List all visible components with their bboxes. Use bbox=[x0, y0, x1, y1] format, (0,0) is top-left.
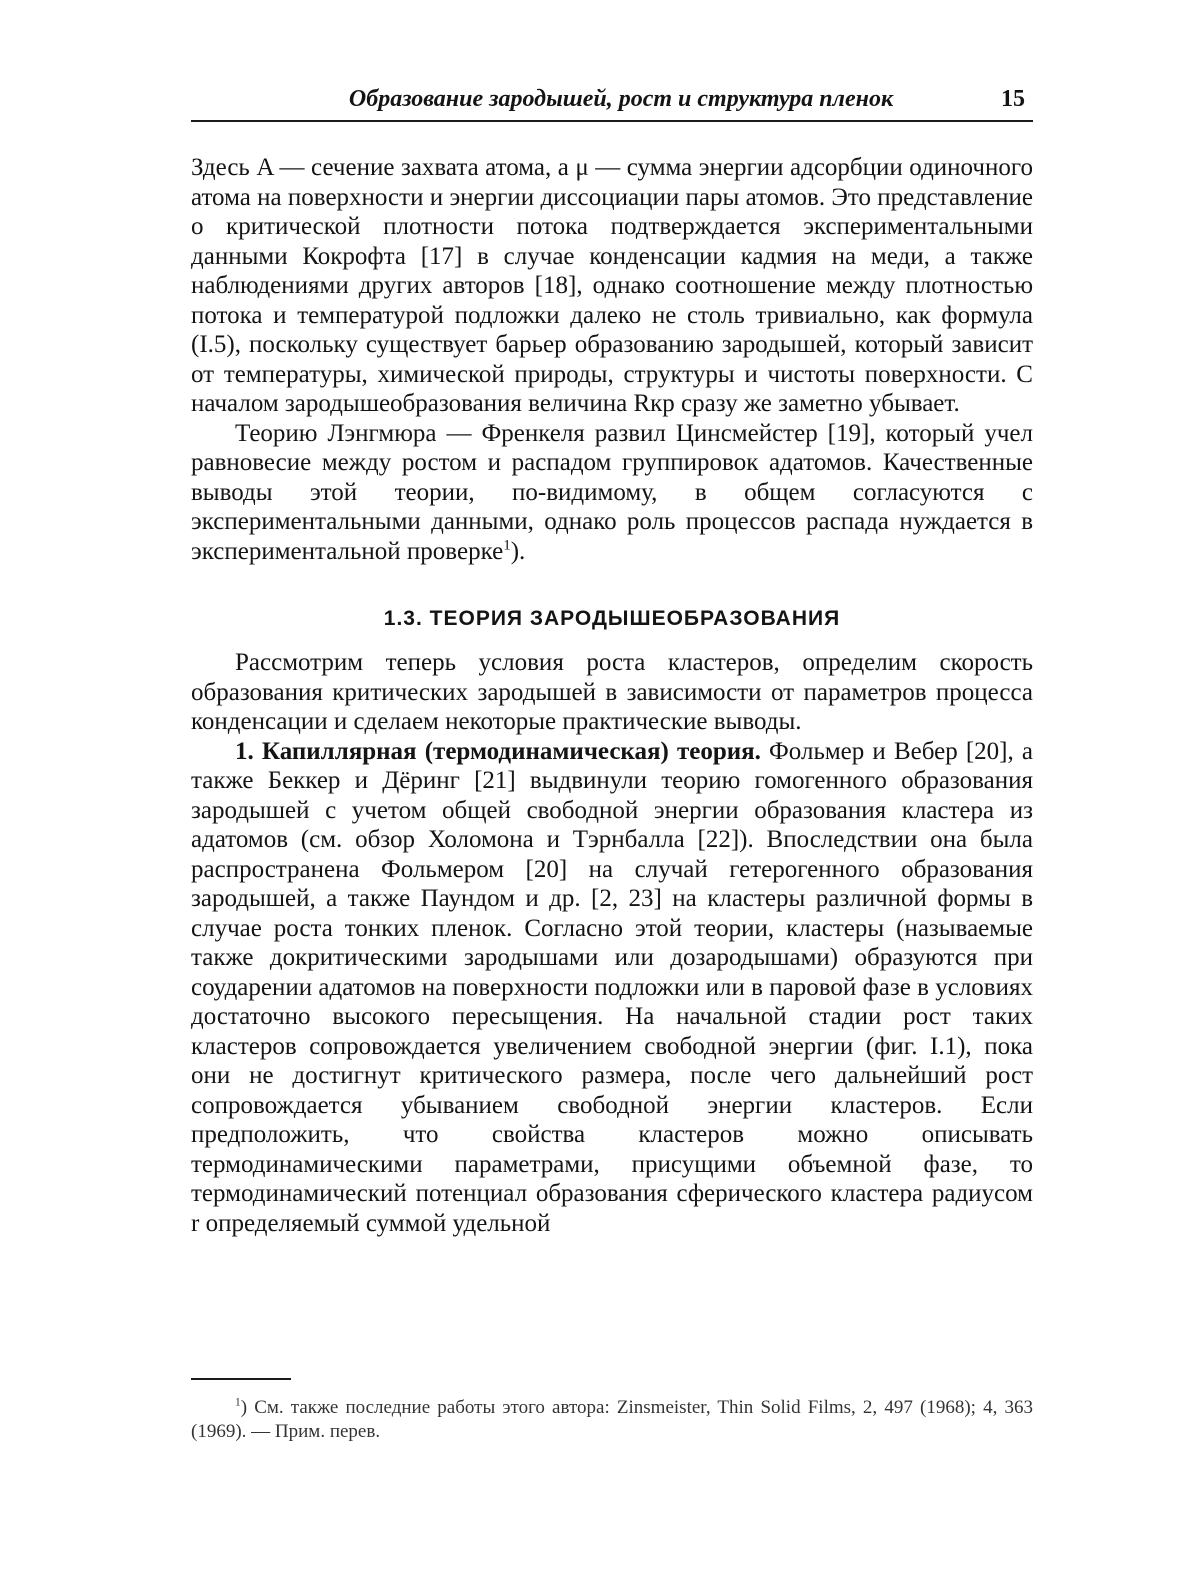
main-text bbox=[191, 153, 1033, 1238]
paragraph-capillary-theory bbox=[191, 737, 1033, 1239]
paragraph-zinsmeister-theory bbox=[191, 419, 1033, 567]
paragraph-critical-flux: Здесь A — сечение захвата атома, а μ — сумма энергии адсорбции одиночного атома на поверхности и энергии диссоциации пары атомов. Это представление о критической плотности потока подтверждается экспериментальными данными Кокрофта [17] в случае конденсации кадмия на меди, а также наблюдениями других авторов [18], однако соотношение между плотностью потока и температурой подложки далеко не столь тривиально, как формула (I.5), поскольку существует барьер образованию зародышей, который зависит от температуры, химической природы, структуры и чистоты поверхности. С началом зародышеобразования величина Rкр сразу же заметно убывает. bbox=[191, 154, 1033, 417]
footnote-reference[interactable]: 1 bbox=[503, 537, 511, 554]
paragraph-text: Фольмер и Вебер [20], а также Беккер и Дёринг [21] выдвинули теорию гомогенного образования зародышей с учетом общей свободной энергии образования кластера из адатомов (см. обзор Холомона и Тэрнбалла [22]). Впоследствии она была распространена Фольмером [20] на случай гетерогенного образования зародышей, а также Паундом и др. [2, 23] на кластеры различной формы в случае роста тонких пленок. Согласно этой теории, кластеры (называемые также докритическими зародышами или дозародышами) образуются при соударении адатомов на поверхности подложки или в паровой фазе в условиях достаточно высокого пересыщения. На начальной стадии рост таких кластеров сопровождается увеличением свободной энергии (фиг. I.1), пока они не достигнут критического размера, после чего дальнейший рост сопровождается убыванием свободной энергии кластеров. Если предположить, что свойства кластеров можно описывать термодинамическими параметрами, присущими объемной фазе, то термодинамический потенциал образования сферического кластера радиусом r определяемый суммой удельной bbox=[191, 737, 1033, 1237]
page-number: 15 bbox=[1001, 86, 1025, 112]
footnote-mark: 1 bbox=[235, 1396, 241, 1409]
subsection-lead: 1. Капиллярная (термодинамическая) теория. bbox=[235, 737, 761, 765]
footnote-rule bbox=[191, 1378, 291, 1380]
section-heading: 1.3. ТЕОРИЯ ЗАРОДЫШЕОБРАЗОВАНИЯ bbox=[383, 607, 841, 630]
footnote bbox=[191, 1396, 1033, 1444]
running-head bbox=[191, 84, 1033, 124]
running-title: Образование зародышей, рост и структура пленок bbox=[348, 86, 894, 112]
paragraph-intro: Рассмотрим теперь условия роста кластеров, определим скорость образования критических зародышей в зависимости от параметров процесса конденсации и сделаем некоторые практические выводы. bbox=[191, 649, 1033, 735]
paragraph-tail: ). bbox=[510, 537, 526, 565]
paragraph-text: Теорию Лэнгмюра — Френкеля развил Цинсмейстер [19], который учел равновесие между ростом и распадом группировок адатомов. Качественные выводы этой теории, по-видимому, в общем согласуются с экспериментальными данными, однако роль процессов распада нуждается в экспериментальной проверке bbox=[191, 419, 1033, 565]
footnote-text: ) См. также последние работы этого автора: Zinsmeister, Thin Solid Films, 2, 497 (1968); 4, 363 (1969). — Прим. перев. bbox=[191, 1397, 1033, 1442]
header-rule bbox=[191, 120, 1033, 122]
